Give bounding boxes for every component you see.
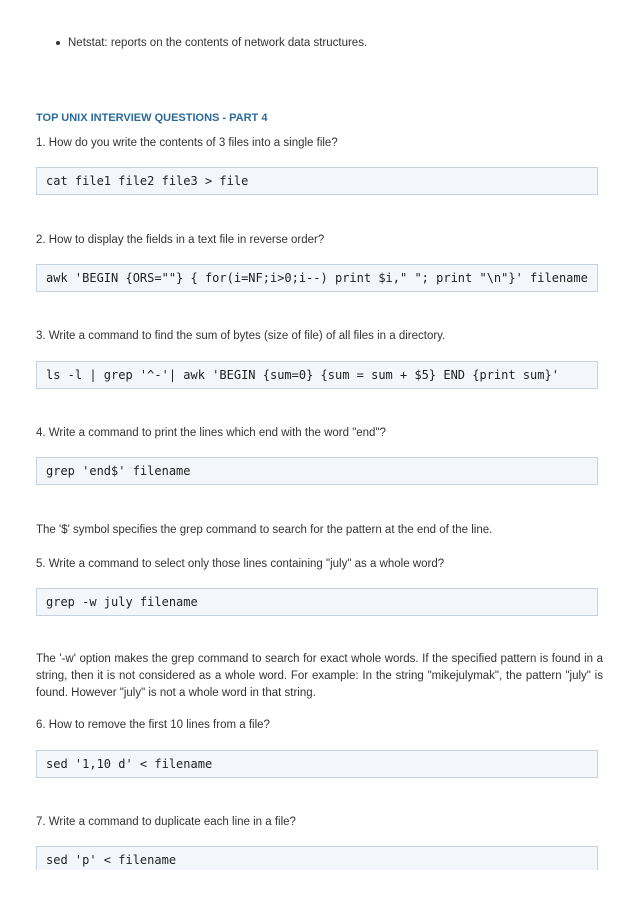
code-4: grep 'end$' filename	[46, 464, 191, 478]
code-block-7	[36, 846, 598, 870]
code-block-3	[36, 361, 598, 389]
code-block-4	[36, 457, 598, 485]
bullet-marker	[56, 41, 60, 45]
code-5: grep -w july filename	[46, 595, 198, 609]
code-1: cat file1 file2 file3 > file	[46, 174, 249, 188]
question-2: 2. How to display the fields in a text file in reverse order?	[36, 234, 325, 246]
note-4: The '$' symbol specifies the grep command to search for the pattern at the end of the line.	[36, 524, 493, 536]
question-5: 5. Write a command to select only those lines containing "july" as a whole word?	[36, 558, 445, 570]
question-3: 3. Write a command to find the sum of bytes (size of file) of all files in a directory.	[36, 330, 446, 342]
code-block-1	[36, 167, 598, 195]
code-block-6	[36, 750, 598, 778]
code-6: sed '1,10 d' < filename	[46, 757, 213, 771]
bullet-item-netstat: Netstat: reports on the contents of network data structures.	[68, 37, 368, 49]
note-5: The '-w' option makes the grep command to search for exact whole words. If the specified pattern is found in a string, then it is not considered as a whole word. For example: In the string "mikejulymak", the pattern "july" is found. However "july" is not a whole word in that string.	[36, 653, 603, 699]
question-1: 1. How do you write the contents of 3 files into a single file?	[36, 137, 338, 149]
code-block-2	[36, 264, 598, 292]
section-heading: TOP UNIX INTERVIEW QUESTIONS - PART 4	[36, 112, 268, 124]
question-7: 7. Write a command to duplicate each line in a file?	[36, 816, 296, 828]
code-2: awk 'BEGIN {ORS=""} { for(i=NF;i>0;i--) print $i," "; print "\n"}' filename	[46, 271, 588, 285]
question-6: 6. How to remove the first 10 lines from a file?	[36, 719, 270, 731]
code-7: sed 'p' < filename	[46, 853, 177, 867]
code-3: ls -l | grep '^-'| awk 'BEGIN {sum=0} {sum = sum + $5} END {print sum}'	[46, 368, 559, 382]
question-4: 4. Write a command to print the lines which end with the word "end"?	[36, 427, 386, 439]
code-block-5	[36, 588, 598, 616]
